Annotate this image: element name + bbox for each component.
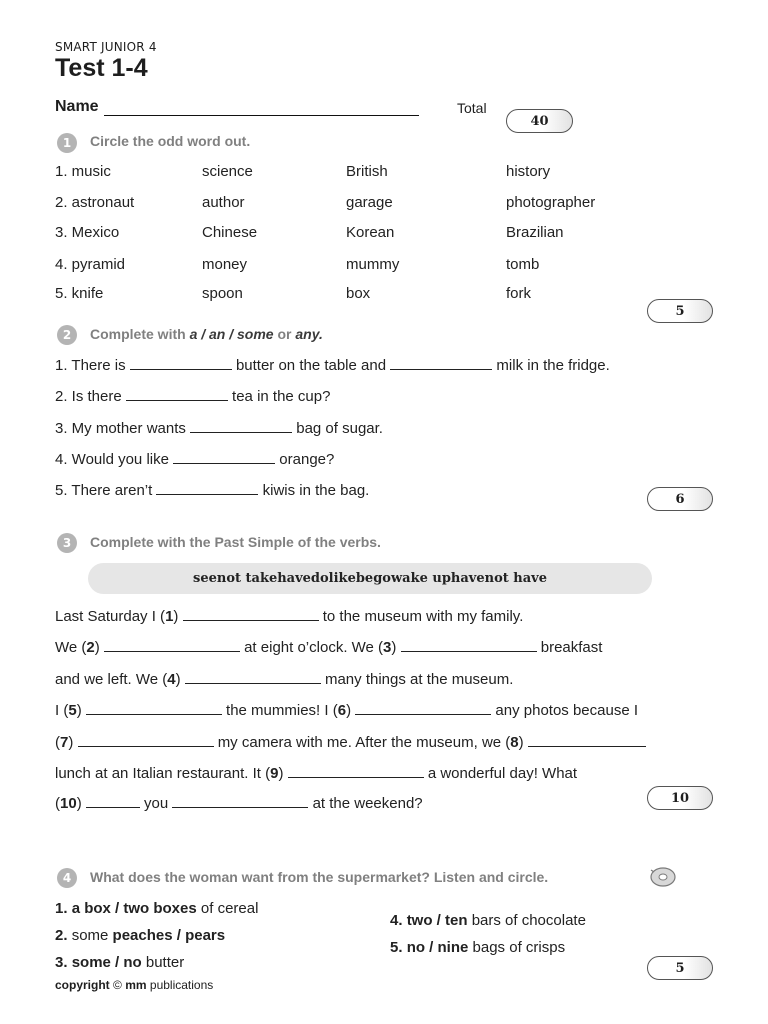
s3-line-6	[55, 764, 577, 782]
s3-text: a wonderful day! What	[427, 765, 578, 782]
s4-item-4	[390, 912, 586, 929]
footer-copyright	[55, 978, 213, 992]
s2-item-4-b: orange?	[279, 451, 335, 468]
s3-num-5: 5	[68, 702, 77, 719]
s3-text: I (	[55, 702, 69, 719]
s1-r4-c3[interactable]: mummy	[346, 256, 400, 273]
s2-item-3	[55, 419, 383, 437]
s3-text: )	[76, 795, 82, 812]
series-label: SMART JUNIOR 4	[55, 40, 157, 54]
s4-item-4-num: 4.	[390, 912, 403, 929]
s2-blank-4[interactable]	[173, 450, 275, 464]
s3-text: )	[68, 734, 74, 751]
s1-r4-c1[interactable]: 4. pyramid	[55, 256, 126, 273]
section-3-score: 10	[670, 790, 690, 806]
s1-r5-c1[interactable]: 5. knife	[55, 285, 104, 302]
s2-item-2-b: tea in the cup?	[232, 388, 331, 405]
s2-heading-prefix: Complete with	[90, 326, 186, 342]
s3-num-1: 1	[165, 608, 174, 625]
s4-item-1-choice[interactable]: a box / two boxes	[71, 900, 197, 917]
s3-text: )	[278, 765, 284, 782]
s1-r3-c2[interactable]: Chinese	[202, 224, 258, 241]
cd-icon	[648, 866, 676, 888]
s4-item-3-num: 3.	[55, 954, 68, 971]
s3-num-9: 9	[270, 765, 279, 782]
s3-text: at eight o’clock. We (	[244, 639, 384, 656]
s1-r1-c4[interactable]: history	[506, 163, 551, 180]
s4-item-4-choice[interactable]: two / ten	[406, 912, 468, 929]
s1-r1-c1[interactable]: 1. music	[55, 163, 111, 180]
s3-text: any photos because I	[495, 702, 639, 719]
s2-item-5	[55, 481, 369, 499]
s3-num-6: 6	[337, 702, 347, 719]
s2-item-1-c: milk in the fridge.	[496, 357, 610, 374]
s3-line-3	[55, 670, 513, 688]
s1-r5-c3[interactable]: box	[346, 285, 371, 302]
s3-text: )	[518, 734, 524, 751]
section-4-badge: 4	[57, 868, 77, 888]
s2-item-4	[55, 450, 334, 468]
s3-text: many things at the museum.	[324, 671, 514, 688]
s2-blank-1b[interactable]	[390, 356, 492, 370]
s4-item-2-pre: some	[71, 927, 109, 944]
s2-item-2	[55, 387, 330, 405]
s1-r2-c1[interactable]: 2. astronaut	[55, 194, 135, 211]
s3-blank-10b[interactable]	[172, 794, 308, 808]
s2-item-3-b: bag of sugar.	[296, 420, 383, 437]
s3-text: my camera with me. After the museum, we (	[217, 734, 511, 751]
s3-text: (	[55, 795, 60, 812]
s3-num-2: 2	[86, 639, 95, 656]
copyright-word: copyright	[55, 978, 110, 992]
s1-r1-c2[interactable]: science	[202, 163, 253, 180]
s4-item-4-post: bars of chocolate	[471, 912, 586, 929]
s2-item-1-b: butter on the table and	[235, 357, 387, 374]
total-score-box	[506, 109, 573, 133]
section-2-heading	[90, 326, 323, 342]
s3-text: the mummies! I (	[226, 702, 338, 719]
section-2-score: 6	[675, 491, 685, 507]
s4-item-5-post: bags of crisps	[472, 939, 566, 956]
s2-item-1-a: 1. There is	[55, 357, 126, 374]
s3-blank-2[interactable]	[104, 638, 240, 652]
total-score-value: 40	[530, 113, 549, 129]
s3-line-2	[55, 638, 602, 656]
s4-item-5-num: 5.	[390, 939, 403, 956]
s2-blank-5[interactable]	[156, 481, 258, 495]
s3-blank-5[interactable]	[86, 701, 222, 715]
s4-item-3-choice[interactable]: some / no	[71, 954, 142, 971]
s3-blank-4[interactable]	[185, 670, 321, 684]
page-title: Test 1-4	[55, 54, 148, 82]
s3-line-1	[55, 607, 523, 625]
s3-blank-6[interactable]	[355, 701, 491, 715]
s2-blank-2[interactable]	[126, 387, 228, 401]
s2-item-1	[55, 356, 610, 374]
s1-r5-c4[interactable]: fork	[506, 285, 532, 302]
total-label: Total	[457, 100, 487, 116]
section-3-badge: 3	[57, 533, 77, 553]
section-1-badge: 1	[57, 133, 77, 153]
s3-text: lunch at an Italian restaurant. It (	[55, 765, 271, 782]
s3-text: )	[76, 702, 82, 719]
brand-mm: mm	[125, 978, 147, 992]
s3-num-7: 7	[60, 734, 69, 751]
s4-item-1-num: 1.	[55, 900, 68, 917]
section-1-score-box	[647, 299, 713, 323]
s3-num-4: 4	[167, 671, 176, 688]
s3-text: breakfast	[540, 639, 603, 656]
section-1-heading: Circle the odd word out.	[90, 133, 251, 149]
s3-text: you	[144, 795, 169, 812]
section-4-score: 5	[675, 960, 685, 976]
section-2-badge: 2	[57, 325, 77, 345]
s4-item-1-post: of cereal	[200, 900, 259, 917]
section-4-score-box	[647, 956, 713, 980]
s3-text: Last Saturday I (	[55, 608, 166, 625]
name-label: Name	[55, 98, 99, 115]
s1-r1-c3[interactable]: British	[346, 163, 388, 180]
s3-text: )	[94, 639, 100, 656]
s4-item-3-post: butter	[145, 954, 185, 971]
s2-item-5-b: kiwis in the bag.	[262, 482, 370, 499]
s2-heading-any: any.	[295, 326, 323, 342]
copyright-symbol: ©	[113, 978, 122, 992]
publisher-name: publications	[149, 978, 214, 992]
s3-text: (	[55, 734, 60, 751]
s1-r4-c2[interactable]: money	[202, 256, 248, 273]
s1-r4-c4[interactable]: tomb	[506, 256, 540, 273]
s3-blank-10a[interactable]	[86, 794, 140, 808]
s4-item-1	[55, 900, 258, 917]
s2-blank-3[interactable]	[190, 419, 292, 433]
s1-r3-c1[interactable]: 3. Mexico	[55, 224, 120, 241]
s1-r2-c3[interactable]: garage	[346, 194, 393, 211]
s4-item-2-num: 2.	[55, 927, 68, 944]
s2-item-2-a: 2. Is there	[55, 388, 122, 405]
s1-r3-c3[interactable]: Korean	[346, 224, 395, 241]
verb-box	[88, 563, 652, 594]
s2-heading-words: a / an / some	[189, 326, 274, 342]
s1-r3-c4[interactable]: Brazilian	[506, 224, 564, 241]
s3-blank-1[interactable]	[183, 607, 319, 621]
s4-item-5	[390, 939, 565, 956]
s2-item-5-a: 5. There aren’t	[55, 482, 153, 499]
s3-text: and we left. We (	[55, 671, 168, 688]
s3-text: We (	[55, 639, 87, 656]
name-field-line[interactable]	[104, 115, 419, 116]
s3-line-7	[55, 794, 423, 812]
s4-item-3	[55, 954, 184, 971]
s3-blank-3[interactable]	[401, 638, 537, 652]
s3-blank-9[interactable]	[288, 764, 424, 778]
s3-blank-7[interactable]	[78, 733, 214, 747]
s3-text: )	[175, 671, 181, 688]
section-1-score: 5	[675, 303, 685, 319]
s3-line-5	[55, 733, 646, 751]
s3-text: )	[391, 639, 397, 656]
section-2-score-box	[647, 487, 713, 511]
s3-num-3: 3	[383, 639, 392, 656]
s3-num-8: 8	[510, 734, 519, 751]
s2-blank-1a[interactable]	[130, 356, 232, 370]
s2-item-4-a: 4. Would you like	[55, 451, 169, 468]
verb-list: seenot takehavedolikebegowake uphavenot have	[193, 571, 547, 586]
s1-r2-c4[interactable]: photographer	[506, 194, 596, 211]
s3-num-10: 10	[60, 795, 77, 812]
s3-text: at the weekend?	[312, 795, 423, 812]
s4-item-2	[55, 927, 225, 944]
s2-heading-or: or	[277, 326, 292, 342]
s3-blank-8[interactable]	[528, 733, 646, 747]
s4-item-2-choice[interactable]: peaches / pears	[112, 927, 226, 944]
section-4-heading: What does the woman want from the supermarket? Listen and circle.	[90, 869, 549, 885]
s4-item-5-choice[interactable]: no / nine	[406, 939, 469, 956]
s2-item-3-a: 3. My mother wants	[55, 420, 186, 437]
s3-text: to the museum with my family.	[322, 608, 524, 625]
s3-text: )	[346, 702, 352, 719]
s3-line-4	[55, 701, 638, 719]
s1-r2-c2[interactable]: author	[202, 194, 245, 211]
section-3-heading: Complete with the Past Simple of the verbs.	[90, 534, 381, 550]
s1-r5-c2[interactable]: spoon	[202, 285, 243, 302]
s3-text: )	[173, 608, 179, 625]
section-3-score-box	[647, 786, 713, 810]
